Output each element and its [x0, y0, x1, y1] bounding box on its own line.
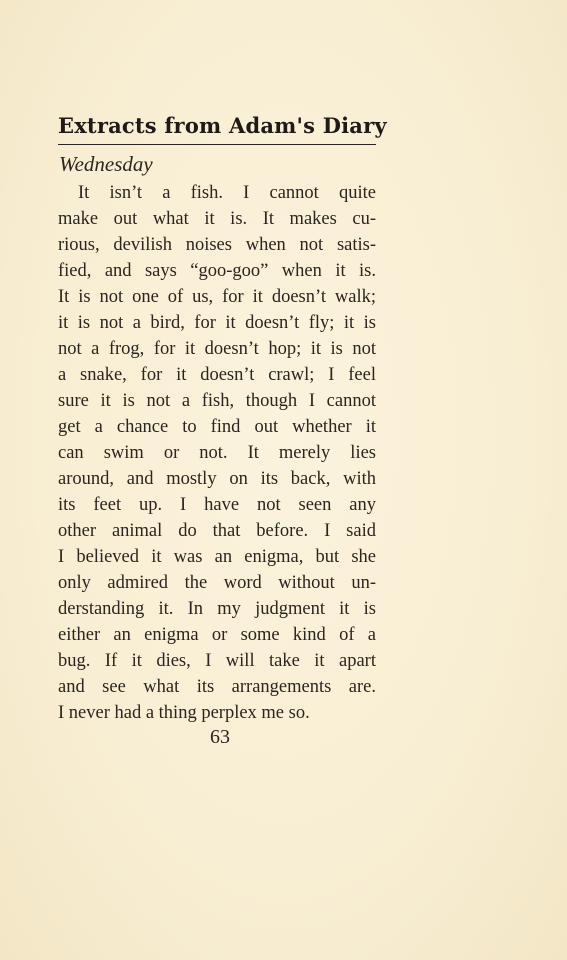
text-line: I never had a thing perplex me so. [58, 703, 310, 723]
text-line: rious, devilish noises when not satis- [58, 235, 376, 255]
text-line: make out what it is. It makes cu- [58, 209, 376, 229]
text-line: its feet up. I have not seen any [58, 495, 376, 515]
page-number: 63 [210, 726, 230, 748]
text-line: other animal do that before. I said [58, 521, 376, 541]
text-line: get a chance to find out whether it [58, 417, 376, 437]
text-line: a snake, for it doesn’t crawl; I feel [58, 365, 376, 385]
text-line: not a frog, for it doesn’t hop; it is not [58, 339, 376, 359]
text-line: bug. If it dies, I will take it apart [58, 651, 376, 671]
text-line: fied, and says “goo-goo” when it is. [58, 261, 376, 281]
body-text [58, 180, 376, 726]
text-line: either an enigma or some kind of a [58, 625, 376, 645]
text-line: only admired the word without un- [58, 573, 376, 593]
text-line: can swim or not. It merely lies [58, 443, 376, 463]
text-line: I believed it was an enigma, but she [58, 547, 376, 567]
header-rule [58, 144, 376, 145]
text-line: and see what its arrangements are. [58, 677, 376, 697]
text-line: sure it is not a fish, though I cannot [58, 391, 376, 411]
running-head: Extracts from Adam's Diary [58, 113, 387, 138]
text-line: derstanding it. In my judgment it is [58, 599, 376, 619]
text-line: It is not one of us, for it doesn’t walk; [58, 287, 376, 307]
text-line: around, and mostly on its back, with [58, 469, 376, 489]
text-line: it is not a bird, for it doesn’t fly; it is [58, 313, 376, 333]
text-line: It isn’t a fish. I cannot quite [78, 183, 376, 203]
section-subhead: Wednesday [59, 152, 153, 176]
